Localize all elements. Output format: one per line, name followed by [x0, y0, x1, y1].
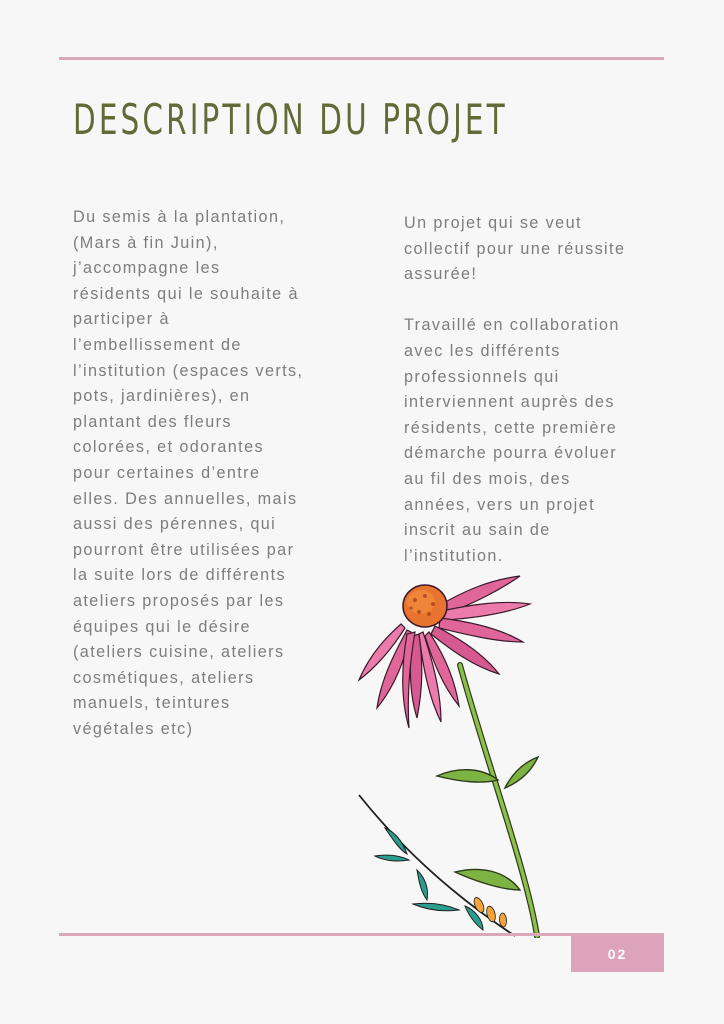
text-line: assurée! — [404, 265, 478, 284]
text-line: participer à — [73, 310, 170, 329]
text-line: Un projet qui se veut — [404, 214, 582, 232]
text-line: elles. Des annuelles, mais — [73, 489, 298, 508]
text-line: pour certaines d’entre — [73, 463, 261, 482]
text-line: résidents, cette première — [404, 418, 618, 437]
text-line: (ateliers cuisine, ateliers — [73, 643, 285, 662]
text-line: pourront être utilisées par — [73, 540, 295, 559]
paragraph-collaboration — [404, 313, 689, 569]
text-line: collectif pour une réussite — [404, 239, 626, 258]
text-line: démarche pourra évoluer — [404, 444, 618, 463]
text-line: aussi des pérennes, qui — [73, 515, 277, 534]
page-number-badge — [571, 936, 664, 972]
text-line: au fil des mois, des — [404, 469, 571, 488]
text-line: plantant des fleurs — [73, 412, 232, 431]
text-line: j’accompagne les — [73, 259, 221, 278]
text-line: résidents qui le souhaite à — [73, 284, 299, 303]
text-line: la suite lors de différents — [73, 566, 286, 585]
text-line: interviennent auprès des — [404, 393, 615, 412]
paragraph-intro — [404, 211, 689, 288]
text-line: pots, jardinières), en — [73, 387, 251, 406]
echinacea-flower-icon — [355, 570, 545, 938]
top-divider — [59, 57, 664, 60]
text-line: inscrit au sain de — [404, 521, 551, 540]
right-column-text — [404, 211, 689, 595]
text-line: équipes qui le désire — [73, 617, 251, 636]
text-line: l’institution. — [404, 546, 504, 565]
left-column-text — [73, 205, 358, 742]
text-line: professionnels qui — [404, 367, 560, 386]
text-line: avec les différents — [404, 341, 561, 360]
text-line: (Mars à fin Juin), — [73, 233, 219, 252]
text-line: Travaillé en collaboration — [404, 316, 620, 335]
text-line: cosmétiques, ateliers — [73, 668, 255, 687]
text-line: manuels, teintures — [73, 694, 231, 713]
page-number: 02 — [607, 946, 628, 962]
text-line: l’institution (espaces verts, — [73, 361, 304, 380]
text-line: colorées, et odorantes — [73, 438, 264, 457]
page-title: DESCRIPTION DU PROJET — [73, 95, 508, 144]
text-line: végétales etc) — [73, 719, 194, 738]
text-line: ateliers proposés par les — [73, 591, 285, 610]
text-line: années, vers un projet — [404, 495, 595, 514]
text-line: l’embellissement de — [73, 335, 242, 354]
text-line: Du semis à la plantation, — [73, 208, 286, 226]
